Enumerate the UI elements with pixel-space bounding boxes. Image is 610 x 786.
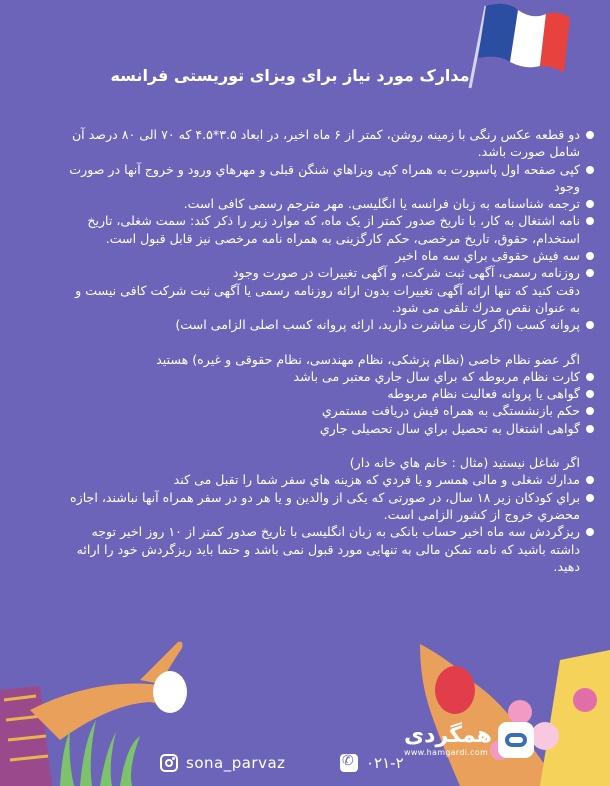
france-flag-icon <box>466 0 576 90</box>
list-item: روزنامه رسمی، آگهی ثبت شرکت، و آگهی تغییرات در صورت وجود <box>62 264 594 281</box>
page-title: مدارک مورد نیاز برای ویزای توریستی فرانسه <box>110 66 470 85</box>
logo-text-en: www.hamgardi.com <box>404 747 489 757</box>
footer <box>0 640 610 786</box>
list-item: پروانه کسب (اگر کارت مباشرت دارید، ارائه پروانه کسب اصلی الزامی است) <box>62 316 594 333</box>
requirements-list-professional <box>62 368 594 437</box>
requirements-content <box>62 126 594 575</box>
note-text: دقت کنید که تنها ارائه آگهی تغییرات بدون ارائه روزنامه رسمی یا آگهی ثبت شرکت کافی نیست و به عنوان نقص مدرك تلقی می شود. <box>75 282 580 315</box>
list-item: ریزگردش سه ماه اخیر حساب بانکی به زبان انگلیسی با تاریخ صدور کمتر از ۱۰ روز اخیر توجه داشته باشید که نامه تمکن مالی به تنهایی مورد قبول نمی باشد و حتما باید ریزگردش خود را ارائه دهید. <box>62 523 594 575</box>
phone-number: ۰۲۱-۲ <box>366 754 404 772</box>
list-item: گواهی اشتغال به تحصیل براي سال تحصیلی جاري <box>62 420 594 437</box>
list-item: دو قطعه عکس رنگی با زمینه روشن، کمتر از ۶ ماه اخیر، در ابعاد ۳.۵*۴.۵ که ۷۰ الی ۸۰ درصد آن شامل صورت باشد. <box>62 126 594 161</box>
list-item: کپی صفحه اول پاسپورت به همراه کپی ویزاهاي شنگن قبلی و مهرهاي ورود و خروج آنها در صورت وجود <box>62 161 594 196</box>
logo-text-fa: همگردی <box>404 722 492 748</box>
phone-contact[interactable] <box>340 754 404 772</box>
instagram-link[interactable] <box>160 754 286 772</box>
list-item: مدارك شغلی و مالی همسر و یا فردي که هزینه هاي سفر شما را تقبل می کند <box>62 471 594 488</box>
list-item: کارت نظام مربوطه که براي سال جاري معتبر می باشد <box>62 368 594 385</box>
phone-icon <box>340 754 358 772</box>
nowruz-illustration <box>0 640 610 786</box>
requirements-list-unemployed <box>62 471 594 575</box>
list-item: ترجمه شناسنامه به زبان فرانسه یا انگلیسی. مهر مترجم رسمی کافی است. <box>62 195 594 212</box>
list-item: سه فیش حقوقی براي سه ماه اخیر <box>62 247 594 264</box>
instagram-handle: sona_parvaz <box>186 754 286 772</box>
list-item: براي کودکان زیر ۱۸ سال، در صورتی که یکی از والدین و یا هر دو در سفر همراه آنها نباشند، اجازه محضري خروج از کشور الزامی است. <box>62 489 594 524</box>
section-heading-unemployed: اگر شاغل نیستید (مثال : خانم هاي خانه دار) <box>349 455 580 471</box>
requirements-list-business <box>62 316 594 333</box>
list-item: حکم بازنشستگی به همراه فیش دریافت مستمري <box>62 402 594 419</box>
instagram-icon <box>160 754 178 772</box>
logo-badge-icon <box>498 722 534 758</box>
list-item: گواهی یا پروانه فعالیت نظام مربوطه <box>62 385 594 402</box>
requirements-list-main <box>62 126 594 282</box>
section-heading-professional: اگر عضو نظام خاصی (نظام پزشکی، نظام مهندسی، نظام حقوقی و غیره) هستید <box>156 351 580 367</box>
hamgardi-logo <box>404 722 534 758</box>
list-item: نامه اشتغال به کار، با تاریخ صدور کمتر از یک ماه، که موارد زیر را ذکر کند: سمت شغلی، تاریخ استخدام، حقوق، تاریخ مرخصی، حکم کارگزینی به همراه نامه مرخصی نیز قابل قبول است. <box>62 212 594 247</box>
